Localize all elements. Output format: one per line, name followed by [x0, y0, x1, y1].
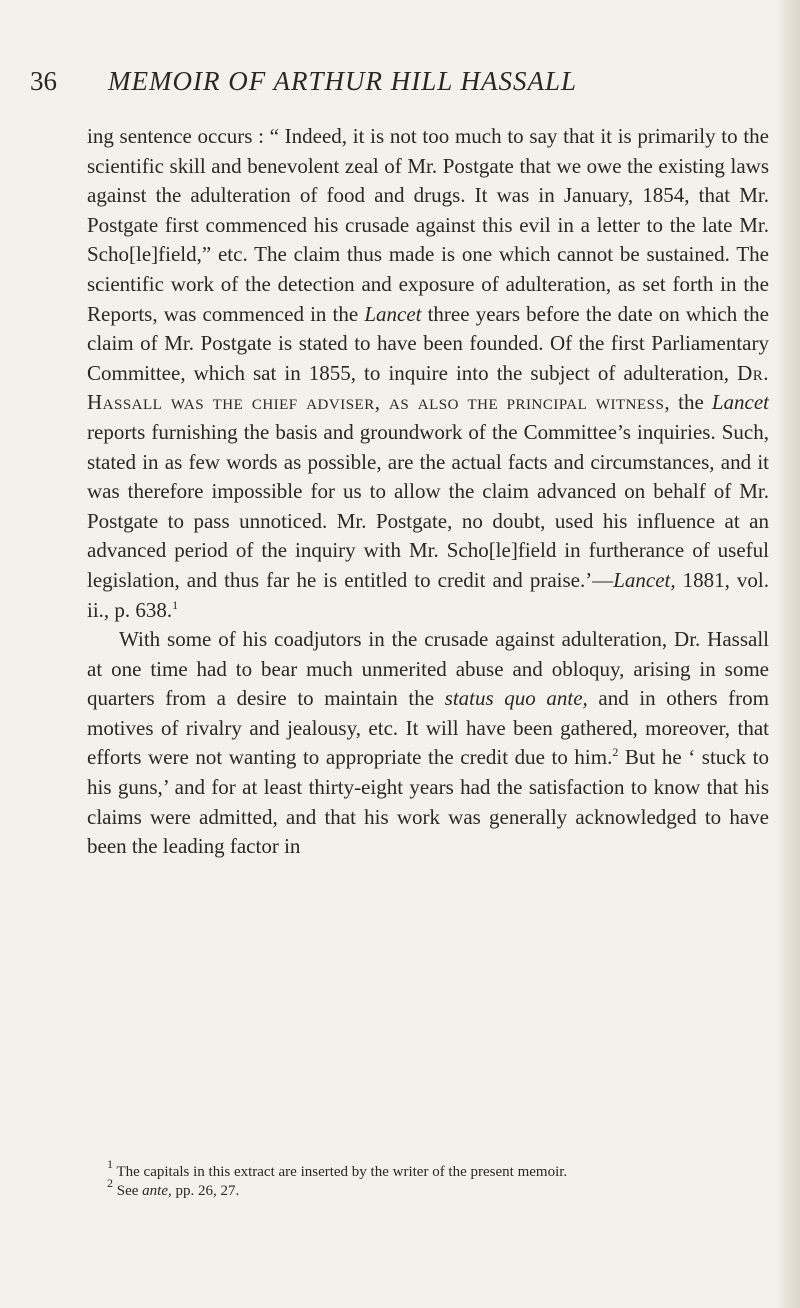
footnote-1: [87, 1157, 769, 1182]
text-run: 1881, vol. ii., p. 638.: [87, 567, 769, 622]
text-run: the: [670, 390, 712, 415]
footnote-mark-1: 1: [107, 1157, 113, 1171]
footnote-text: pp. 26, 27.: [171, 1183, 240, 1199]
footnote-2: [87, 1176, 769, 1201]
journal-title-lancet: Lancet,: [613, 567, 676, 592]
footnote-text: The capitals in this extract are inserted by the writer of the present memoir.: [113, 1164, 568, 1180]
page-edge-shadow: [776, 0, 800, 1308]
journal-title-lancet: Lancet: [364, 301, 422, 326]
latin-phrase: status quo ante,: [444, 686, 588, 711]
footnote-mark-2: 2: [107, 1176, 113, 1190]
text-run: and in others from motives of rivalry and jealousy, etc. It will have been gathered, moreover, that efforts were not wanting to appropriate the credit due to him.: [87, 686, 770, 770]
text-run: three years before the date on which the claim of Mr. Postgate is stated to have been founded. Of the first Parliamentary Committee, which sat in 1855, to inquire into the subject of adulteration,: [87, 301, 769, 385]
footnote-ref-2: 2: [612, 745, 619, 760]
text-run: With some of his coadjutors in the crusade against adulteration, Dr. Hassall at one time had to bear much unmerited abuse and obloquy, arising in some quarters from a desire to maintain the: [87, 627, 769, 711]
text-run: ing sentence occurs : “ Indeed, it is not too much to say that it is primarily to the scientific skill and benevolent zeal of Mr. Postgate that we owe the existing laws against the adulteration of food and drugs. It was in January, 1854, that Mr. Postgate first commenced his crusade against this evil in a letter to the late Mr. Scho[le]field,” etc. The claim thus made is one which cannot be sustained. The scientific work of the detection and exposure of adulteration, as set forth in the Reports, was commenced in the: [87, 124, 769, 326]
footnote-text: See: [113, 1183, 143, 1199]
emphasized-capitals: Dr. Hassall was the chief adviser, as also the principal witness,: [87, 360, 769, 415]
text-run: reports furnishing the basis and groundwork of the Committee’s inquiries. Such, stated in as few words as possible, are the actual facts and circumstances, and it was therefore impossible for us to allow the claim advanced on behalf of Mr. Postgate to pass unnoticed. Mr. Postgate, no doubt, used his influence at an advanced period of the inquiry with Mr. Scho[le]field in furtherance of useful legislation, and thus far he is entitled to credit and praise.’—: [87, 419, 769, 592]
footnote-ante: ante,: [142, 1183, 172, 1199]
paragraph-2: [87, 625, 769, 862]
body-text: [87, 122, 769, 862]
paragraph-1: [87, 122, 769, 625]
footnote-ref-1: 1: [172, 597, 179, 612]
page-number: 36: [30, 66, 57, 96]
journal-title-lancet: Lancet: [711, 390, 770, 415]
running-title: MEMOIR OF ARTHUR HILL HASSALL: [108, 66, 578, 96]
text-run: But he ‘ stuck to his guns,’ and for at least thirty-eight years had the satisfaction to know that his claims were admitted, and that his work was generally acknowledged to have been the leading factor in: [87, 745, 769, 859]
footnotes: [87, 1157, 769, 1201]
